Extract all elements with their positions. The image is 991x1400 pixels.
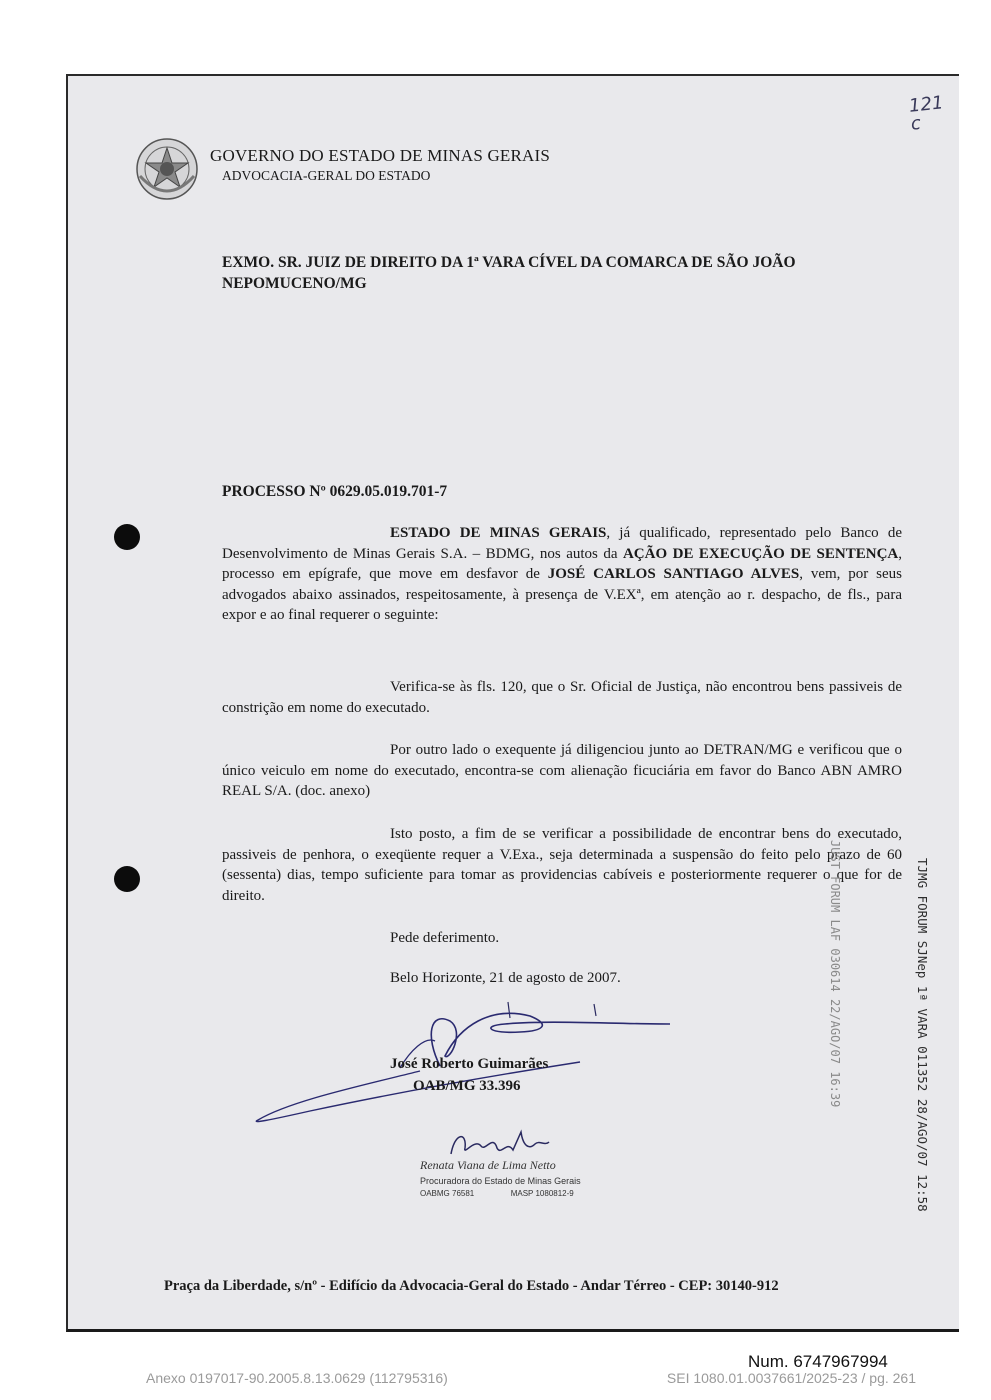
paragraph-1-text-c: , vem, por seus advogados abaixo assinados, respeitosamente, à presença de V.EXª, em atenção ao r. despacho, de fls., para expor e ao final requerer o seguinte: [222,566,902,623]
handwritten-page-mark: 121 c [908,92,945,135]
annex-reference: Anexo 0197017-90.2005.8.13.0629 (112795316) [146,1370,448,1386]
punch-hole-bottom [114,866,140,892]
paragraph-2-text: Verifica-se às fls. 120, que o Sr. Oficial de Justiça, não encontrou bens passiveis de constrição em nome do executado. [222,679,902,716]
defendant-name: JOSÉ CARLOS SANTIAGO ALVES [547,566,800,582]
paragraph-3-text: Por outro lado o exequente já diligenciou junto ao DETRAN/MG e verificou que o único veiculo em nome do executado, encontra-se com alienação ficuciária em favor do Banco ABN AMRO REAL S/A. (doc. anexo) [222,742,902,799]
stamp-name: Renata Viana de Lima Netto [420,1158,556,1172]
stamp-oab: OABMG 76581 [420,1189,475,1198]
signatory-name: José Roberto Guimarães [390,1056,549,1072]
paragraph-1-text-b: , processo em epígrafe, que move em desfavor de [222,545,902,582]
party-name: ESTADO DE MINAS GERAIS [390,525,607,541]
addressee: EXMO. SR. JUIZ DE DIREITO DA 1ª VARA CÍVEL DA COMARCA DE SÃO JOÃO NEPOMUCENO/MG [222,254,796,292]
footer-address: Praça da Liberdade, s/nº - Edifício da Advocacia-Geral do Estado - Andar Térreo - CEP: 30140-912 [164,1278,779,1294]
protocol-stamp-faint: JUST FORUM LAF 030614 22/AGO/07 16:39 [828,840,842,1108]
paragraph-4 [222,824,902,906]
punch-hole-top [114,524,140,550]
place-date: Belo Horizonte, 21 de agosto de 2007. [390,970,621,986]
closing: Pede deferimento. [390,930,500,946]
paragraph-1 [222,523,902,626]
annex-line [146,1370,916,1386]
second-signature-drawing [445,1126,555,1160]
process-number: PROCESSO Nº 0629.05.019.701-7 [222,483,448,500]
protocol-stamp: TJMG FORUM SJNep 1ª VARA 011352 28/AGO/07 12:58 [915,858,930,1212]
signatory-oab: OAB/MG 33.396 [413,1078,521,1094]
sei-reference: SEI 1080.01.0037661/2025-23 / pg. 261 [666,1370,916,1386]
page-number: Num. 6747967994 [748,1352,888,1371]
stamp-role: Procuradora do Estado de Minas Gerais [420,1176,581,1186]
stamp-ids [420,1189,574,1198]
paragraph-3 [222,740,902,802]
header-title: GOVERNO DO ESTADO DE MINAS GERAIS [210,146,551,165]
paragraph-1-text-a: , já qualificado, representado pelo Banco de Desenvolvimento de Minas Gerais S.A. – BDMG, nos autos da [222,525,902,562]
state-coat-of-arms-icon [134,136,200,202]
stamp-masp: MASP 1080812-9 [510,1189,574,1198]
paragraph-2 [222,677,902,718]
paragraph-4-text: Isto posto, a fim de se verificar a possibilidade de encontrar bens do executado, passiveis de penhora, o exeqüente requer a V.Exa., seja determinada a suspensão do feito pelo prazo de 60 (sessenta) dias, tempo suficiente para tomar as providencias cabíveis e posteriormente requerer o que for de direito. [222,826,902,904]
header-subtitle: ADVOCACIA-GERAL DO ESTADO [222,168,431,183]
action-name: AÇÃO DE EXECUÇÃO DE SENTENÇA [622,545,899,562]
